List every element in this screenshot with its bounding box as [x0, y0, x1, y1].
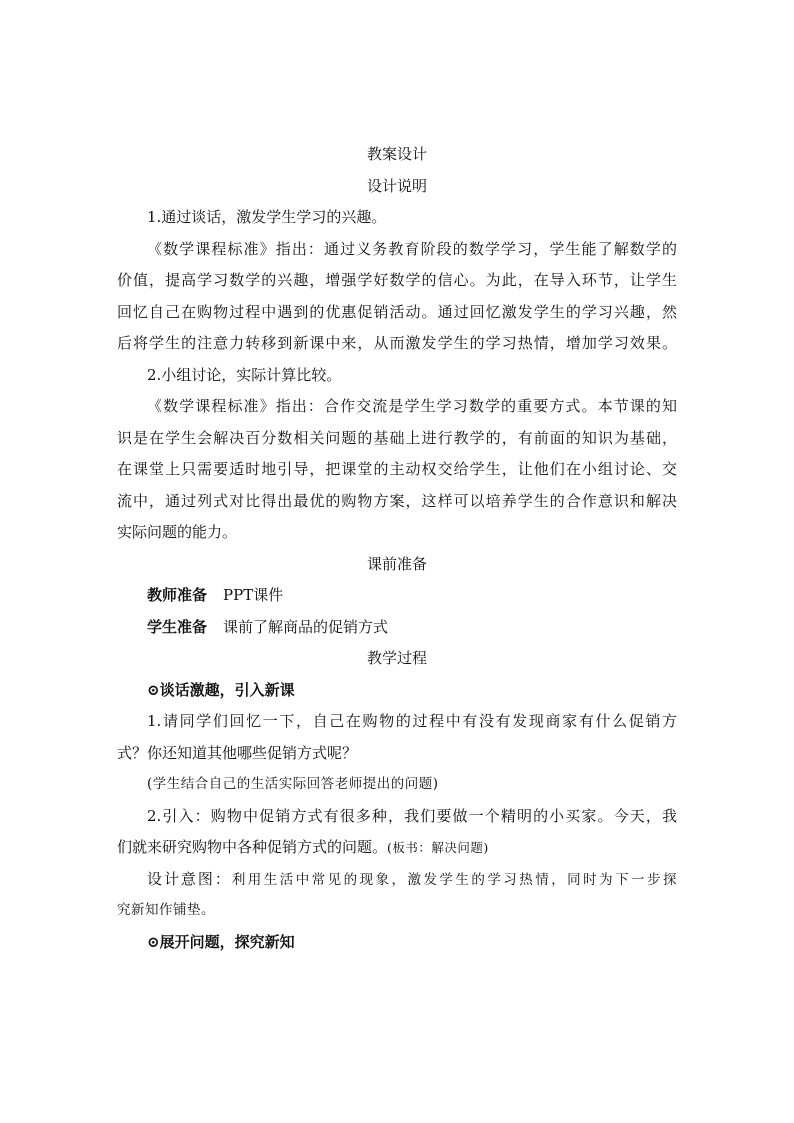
question-1-line: 1.请同学们回忆一下，自己在购物的过程中有没有发现商家有什么促销方	[147, 712, 677, 730]
process-section-2: ⊙展开问题，探究新知	[147, 932, 295, 951]
document-page	[117, 139, 677, 958]
question-2-line: 2.引入：购物中促销方式有很多种，我们要做一个精明的小买家。今天，我	[147, 806, 677, 825]
para2-line: 实际问题的能力。	[117, 523, 238, 541]
teacher-prep-value: PPT课件	[223, 586, 284, 604]
design-intent-line: 究新知作铺垫。	[117, 902, 215, 918]
design-intent-label: 设计意图：	[147, 869, 232, 888]
process-section-1: ⊙谈话激趣，引入新课	[147, 680, 295, 699]
para1-line: 价值，提高学习数学的兴趣，增强学好数学的信心。为此，在导入环节，让学生	[117, 271, 677, 289]
student-preparation	[117, 612, 677, 644]
design-notes-heading: 设计说明	[366, 176, 427, 195]
student-answer-note: (学生结合自己的生活实际回答老师提出的问题)	[147, 776, 439, 792]
design-point-1: 1.通过谈话，激发学生学习的兴趣。	[147, 208, 387, 226]
question-2-line	[117, 832, 677, 864]
design-intent-line	[117, 864, 677, 896]
document-title: 教案设计	[366, 145, 427, 163]
teacher-prep-label: 教师准备	[147, 586, 208, 604]
para1-line: 《数学课程标准》指出：通过义务教育阶段的数学学习，学生能了解数学的	[147, 239, 677, 258]
para2-line: 《数学课程标准》指出：合作交流是学生学习数学的重要方式。本节课的知	[147, 397, 677, 415]
design-intent-text: 利用生活中常见的现象，激发学生的学习热情，同时为下一步探	[231, 871, 677, 888]
para2-line: 流中，通过列式对比得出最优的购物方案，这样可以培养学生的合作意识和解决	[117, 491, 677, 510]
process-heading: 教学过程	[366, 649, 427, 667]
para1-line: 回忆自己在购物过程中遇到的优惠促销活动。通过回忆激发学生的学习兴趣，然	[117, 302, 677, 321]
para2-line: 在课堂上只需要适时地引导，把课堂的主动权交给学生，让他们在小组讨论、交	[117, 460, 677, 478]
para2-line: 识是在学生会解决百分数相关问题的基础上进行教学的，有前面的知识为基础，	[117, 428, 677, 447]
question-1-line: 式？你还知道其他哪些促销方式呢？	[117, 743, 358, 762]
board-note: (板书：解决问题)	[387, 840, 489, 855]
student-prep-value: 课前了解商品的促销方式	[223, 617, 389, 636]
teacher-preparation	[117, 580, 677, 612]
student-prep-label: 学生准备	[147, 617, 208, 636]
preparation-heading: 课前准备	[366, 554, 427, 573]
question-2-text: 们就来研究购物中各种促销方式的问题。	[117, 838, 388, 856]
para1-line: 后将学生的注意力转移到新课中来，从而激发学生的学习热情，增加学习效果。	[117, 334, 677, 352]
design-point-2: 2.小组讨论，实际计算比较。	[147, 365, 342, 384]
